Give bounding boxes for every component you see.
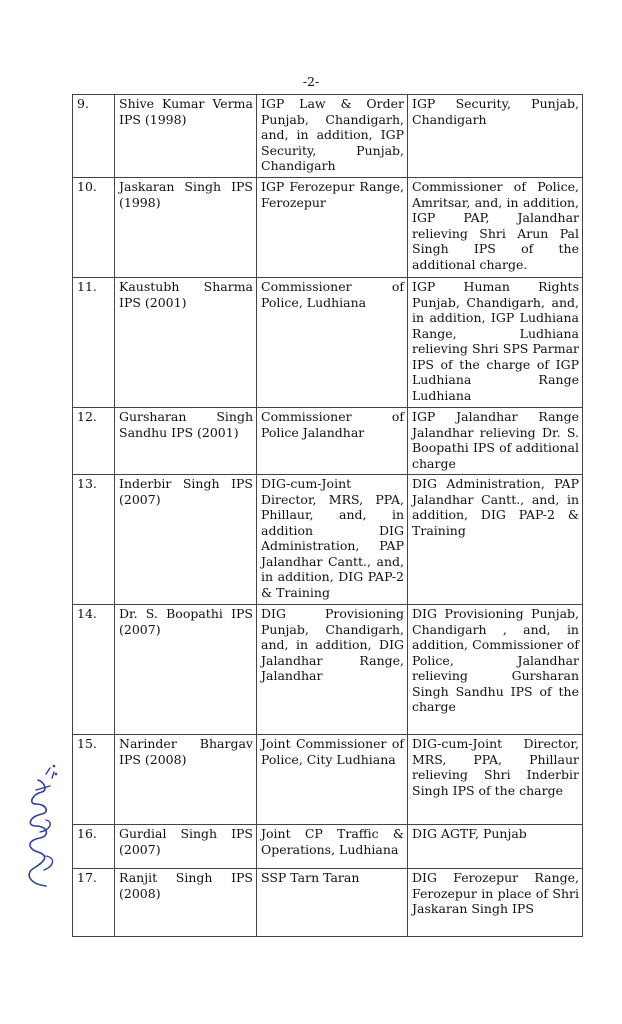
current-posting: DIG Provisioning Punjab, Chandigarh, and, in addition, DIG Jalandhar Range, Jalandhar — [257, 605, 408, 735]
serial-number: 17. — [73, 869, 115, 937]
signature-stroke — [36, 768, 54, 870]
new-posting: DIG-cum-Joint Director, MRS, PPA, Phillaur relieving Shri Inderbir Singh IPS of the charge — [408, 735, 583, 825]
new-posting: DIG AGTF, Punjab — [408, 825, 583, 869]
current-posting: DIG-cum-Joint Director, MRS, PPA, Phillaur, and, in addition DIG Administration, PAP Jalandhar Cantt., and, in addition, DIG PAP-2 & Training — [257, 475, 408, 605]
serial-number: 13. — [73, 475, 115, 605]
new-posting: Commissioner of Police, Amritsar, and, in addition, IGP PAP, Jalandhar relieving Shri Arun Pal Singh IPS of the additional charge. — [408, 178, 583, 278]
table-row — [73, 735, 583, 825]
new-posting: DIG Administration, PAP Jalandhar Cantt., and, in addition, DIG PAP-2 & Training — [408, 475, 583, 605]
officer-name: Ranjit Singh IPS (2008) — [115, 869, 257, 937]
new-posting: DIG Ferozepur Range, Ferozepur in place of Shri Jaskaran Singh IPS — [408, 869, 583, 937]
officer-name: Inderbir Singh IPS (2007) — [115, 475, 257, 605]
current-posting: Commissioner of Police, Ludhiana — [257, 278, 408, 408]
serial-number: 12. — [73, 408, 115, 475]
current-posting: Joint CP Traffic & Operations, Ludhiana — [257, 825, 408, 869]
officer-name: Shive Kumar Verma IPS (1998) — [115, 95, 257, 178]
officer-name: Dr. S. Boopathi IPS (2007) — [115, 605, 257, 735]
serial-number: 10. — [73, 178, 115, 278]
serial-number: 16. — [73, 825, 115, 869]
officer-name: Gurdial Singh IPS (2007) — [115, 825, 257, 869]
current-posting: Joint Commissioner of Police, City Ludhiana — [257, 735, 408, 825]
current-posting: SSP Tarn Taran — [257, 869, 408, 937]
new-posting: IGP Jalandhar Range Jalandhar relieving Dr. S. Boopathi IPS of additional charge — [408, 408, 583, 475]
officer-name: Gursharan Singh Sandhu IPS (2001) — [115, 408, 257, 475]
new-posting: IGP Human Rights Punjab, Chandigarh, and, in addition, IGP Ludhiana Range, Ludhiana relieving Shri SPS Parmar IPS of the charge of IGP Ludhiana Range Ludhiana — [408, 278, 583, 408]
serial-number: 11. — [73, 278, 115, 408]
serial-number: 9. — [73, 95, 115, 178]
table-row — [73, 178, 583, 278]
handwritten-signature — [16, 760, 62, 890]
current-posting: Commissioner of Police Jalandhar — [257, 408, 408, 475]
table-row — [73, 825, 583, 869]
table-row — [73, 475, 583, 605]
postings-table — [72, 94, 583, 937]
page-number: -2- — [302, 74, 320, 89]
table-row — [73, 408, 583, 475]
new-posting: DIG Provisioning Punjab, Chandigarh , and, in addition, Commissioner of Police, Jalandhar relieving Gursharan Singh Sandhu IPS of the charge — [408, 605, 583, 735]
table-row — [73, 95, 583, 178]
officer-name: Jaskaran Singh IPS (1998) — [115, 178, 257, 278]
current-posting: IGP Ferozepur Range, Ferozepur — [257, 178, 408, 278]
serial-number: 14. — [73, 605, 115, 735]
table-row — [73, 869, 583, 937]
serial-number: 15. — [73, 735, 115, 825]
current-posting: IGP Law & Order Punjab, Chandigarh, and, in addition, IGP Security, Punjab, Chandigarh — [257, 95, 408, 178]
table-row — [73, 605, 583, 735]
officer-name: Narinder Bhargav IPS (2008) — [115, 735, 257, 825]
table-row — [73, 278, 583, 408]
signature-dot — [55, 773, 58, 776]
signature-dot — [53, 765, 56, 768]
new-posting: IGP Security, Punjab, Chandigarh — [408, 95, 583, 178]
officer-name: Kaustubh Sharma IPS (2001) — [115, 278, 257, 408]
